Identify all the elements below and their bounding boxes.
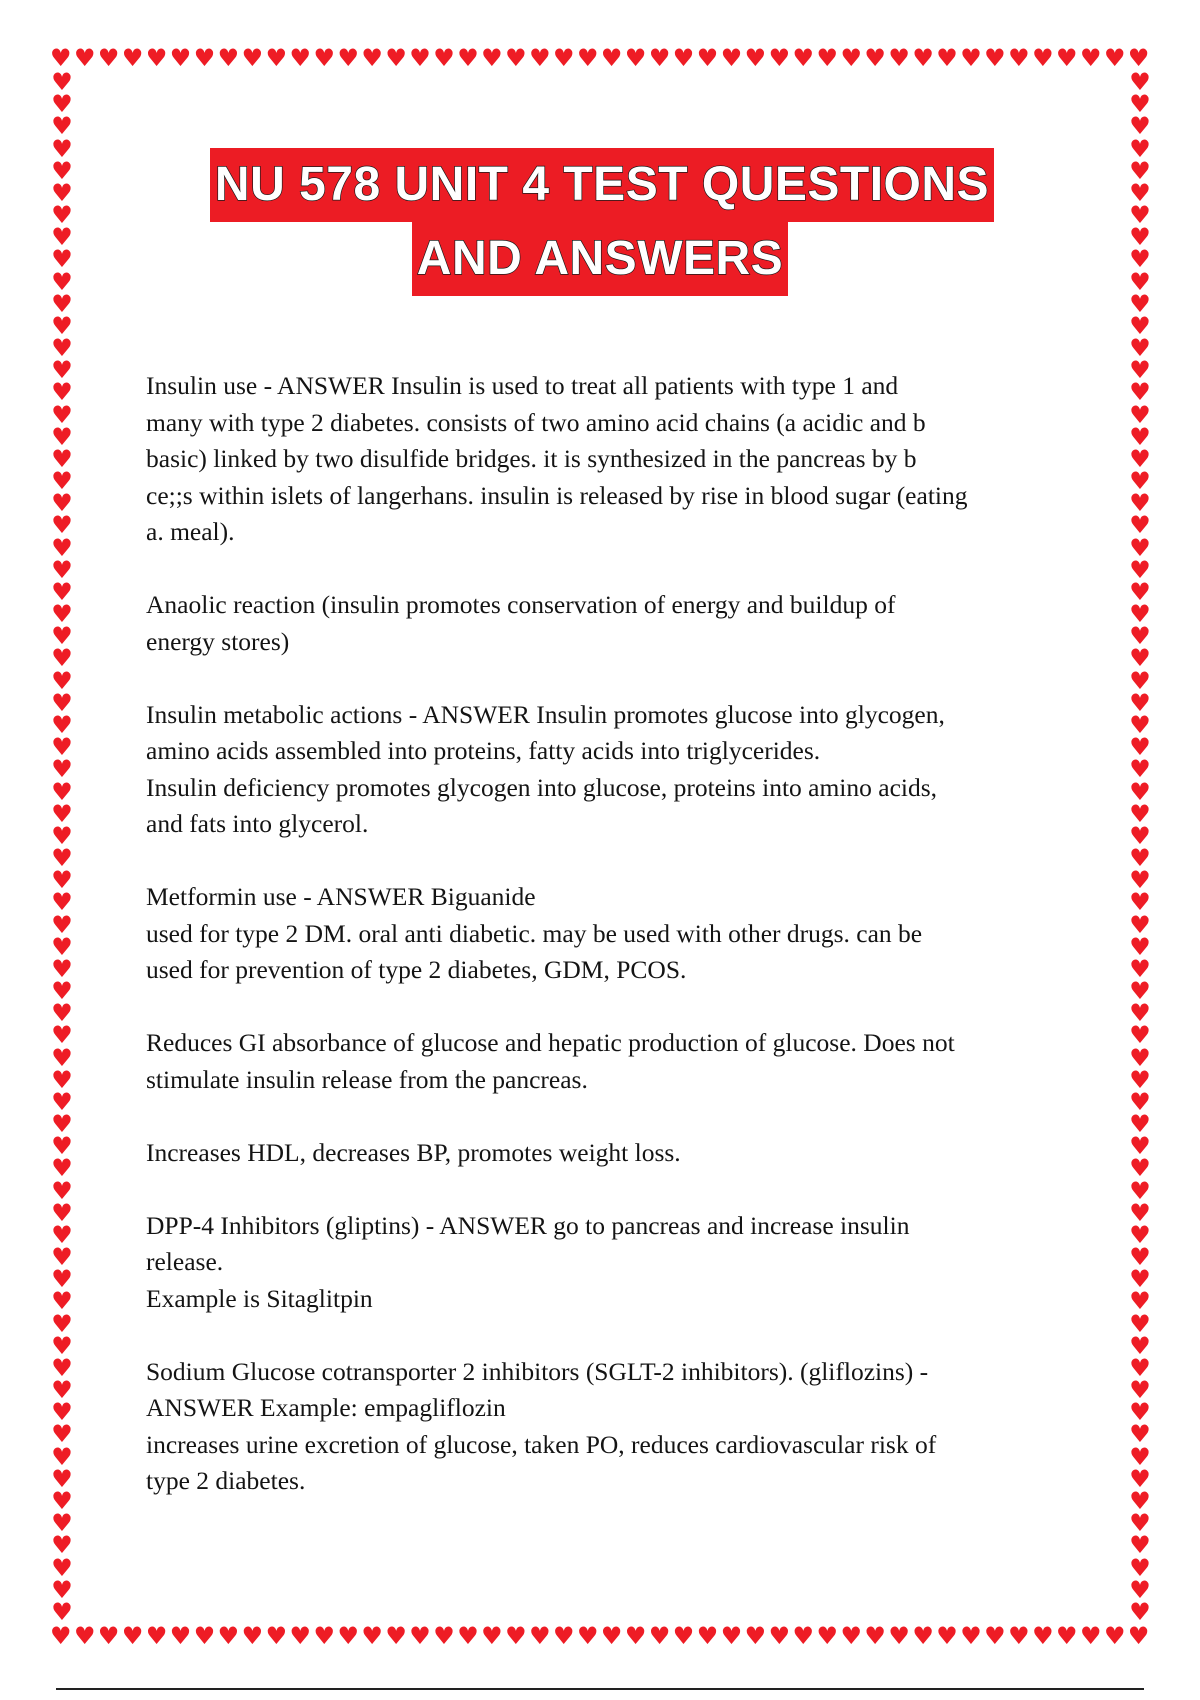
heart-icon: ♥ — [1129, 1176, 1151, 1205]
heart-icon: ♥ — [1127, 1624, 1150, 1648]
heart-icon: ♥ — [121, 46, 144, 70]
text-line: stimulate insulin release from the pancreas. — [146, 1064, 588, 1094]
heart-icon: ♥ — [840, 1624, 862, 1648]
heart-icon: ♥ — [51, 1154, 73, 1183]
heart-icon: ♥ — [1129, 666, 1151, 695]
heart-icon: ♥ — [1129, 72, 1151, 96]
heart-icon: ♥ — [984, 1624, 1006, 1648]
heart-icon: ♥ — [1129, 289, 1151, 318]
heart-icon: ♥ — [51, 910, 73, 939]
heart-icon: ♥ — [1129, 1087, 1151, 1116]
heart-icon: ♥ — [51, 777, 73, 806]
heart-icon: ♥ — [1129, 1487, 1151, 1515]
heart-icon: ♥ — [51, 1553, 73, 1582]
heart-icon: ♥ — [433, 1624, 455, 1648]
heart-icon: ♥ — [816, 46, 839, 70]
text-line: Insulin metabolic actions - ANSWER Insulin promotes glucose into glycogen, — [146, 699, 945, 729]
text-line: release. — [146, 1247, 224, 1276]
heart-icon: ♥ — [1129, 223, 1151, 252]
heart-icon: ♥ — [1129, 1132, 1151, 1161]
heart-icon: ♥ — [864, 1624, 886, 1648]
heart-icon: ♥ — [51, 1353, 73, 1382]
heart-icon: ♥ — [1129, 977, 1151, 1006]
heart-icon: ♥ — [1129, 1597, 1151, 1622]
heart-icon: ♥ — [51, 932, 73, 961]
heart-icon: ♥ — [1056, 1624, 1078, 1648]
heart-icon: ♥ — [1129, 334, 1151, 363]
heart-icon: ♥ — [51, 555, 73, 584]
heart-icon: ♥ — [97, 1624, 120, 1648]
qa-paragraph — [146, 587, 1066, 660]
heart-icon: ♥ — [1129, 1509, 1151, 1538]
heart-icon: ♥ — [888, 1624, 910, 1648]
heart-icon: ♥ — [51, 1176, 73, 1205]
heart-icon: ♥ — [1129, 1376, 1151, 1405]
heart-icon: ♥ — [1129, 356, 1151, 385]
heart-icon: ♥ — [217, 46, 240, 70]
heart-icon: ♥ — [51, 1265, 73, 1294]
heart-icon: ♥ — [1129, 156, 1151, 185]
heart-icon: ♥ — [1129, 1198, 1151, 1227]
heart-icon: ♥ — [50, 1624, 72, 1648]
heart-icon: ♥ — [73, 46, 96, 70]
heart-icon: ♥ — [169, 1624, 192, 1648]
heart-icon: ♥ — [51, 622, 73, 651]
heart-icon: ♥ — [1032, 46, 1054, 70]
heart-icon: ♥ — [576, 46, 599, 70]
heart-icon: ♥ — [672, 46, 695, 70]
heart-icon: ♥ — [481, 1624, 503, 1648]
text-line: amino acids assembled into proteins, fatty acids into triglycerides. — [146, 736, 821, 765]
heart-icon: ♥ — [193, 46, 216, 70]
heart-icon: ♥ — [1129, 201, 1151, 230]
heart-icon: ♥ — [720, 1624, 743, 1648]
heart-icon: ♥ — [1129, 600, 1151, 629]
title-line-1: NU 578 UNIT 4 TEST QUESTIONS — [210, 148, 994, 222]
heart-icon: ♥ — [529, 46, 551, 70]
heart-icon: ♥ — [1129, 1353, 1151, 1382]
heart-icon: ♥ — [1129, 245, 1151, 274]
heart-icon: ♥ — [960, 1624, 982, 1648]
heart-icon: ♥ — [51, 866, 73, 895]
heart-icon: ♥ — [792, 1624, 815, 1648]
heart-icon: ♥ — [1129, 577, 1151, 606]
qa-paragraph — [146, 1135, 1066, 1172]
heart-icon: ♥ — [1129, 178, 1151, 207]
heart-icon: ♥ — [696, 1624, 719, 1648]
heart-icon: ♥ — [51, 156, 73, 185]
heart-icon: ♥ — [145, 1624, 168, 1648]
heart-icon: ♥ — [51, 577, 73, 606]
heart-icon: ♥ — [984, 46, 1006, 70]
qa-paragraph — [146, 1354, 1066, 1500]
heart-icon: ♥ — [51, 467, 73, 496]
heart-icon: ♥ — [337, 1624, 359, 1648]
heart-icon: ♥ — [289, 46, 312, 70]
heart-icon: ♥ — [409, 1624, 431, 1648]
heart-icon: ♥ — [51, 1575, 73, 1604]
heart-icon: ♥ — [409, 46, 431, 70]
heart-icon: ♥ — [768, 1624, 791, 1648]
heart-icon: ♥ — [169, 46, 192, 70]
heart-icon: ♥ — [1008, 1624, 1030, 1648]
heart-icon: ♥ — [51, 1331, 73, 1360]
heart-icon: ♥ — [912, 46, 934, 70]
heart-icon: ♥ — [51, 1309, 73, 1338]
heart-icon: ♥ — [241, 1624, 264, 1648]
heart-icon: ♥ — [960, 46, 982, 70]
heart-icon: ♥ — [1129, 378, 1151, 407]
heart-icon: ♥ — [1129, 1309, 1151, 1338]
heart-icon: ♥ — [51, 999, 73, 1028]
text-line: ANSWER Example: empagliflozin — [146, 1393, 506, 1422]
heart-icon: ♥ — [1129, 1553, 1151, 1582]
heart-icon: ♥ — [624, 46, 647, 70]
heart-icon: ♥ — [1032, 1624, 1054, 1648]
heart-icon: ♥ — [385, 46, 407, 70]
heart-icon: ♥ — [457, 1624, 479, 1648]
heart-icon: ♥ — [51, 755, 73, 784]
text-line: Increases HDL, decreases BP, promotes weight loss. — [146, 1137, 681, 1167]
text-line: increases urine excretion of glucose, taken PO, reduces cardiovascular risk of — [146, 1429, 937, 1459]
heart-icon: ♥ — [1129, 422, 1151, 451]
heart-icon: ♥ — [51, 1110, 73, 1139]
heart-icon: ♥ — [864, 46, 886, 70]
text-line: Sodium Glucose cotransporter 2 inhibitors (SGLT-2 inhibitors). (gliflozins) - — [146, 1356, 929, 1386]
heart-icon: ♥ — [51, 888, 73, 917]
qa-paragraph — [146, 697, 1066, 843]
heart-icon: ♥ — [193, 1624, 216, 1648]
heart-icon: ♥ — [1008, 46, 1030, 70]
heart-icon: ♥ — [1056, 46, 1078, 70]
text-line: ce;;s within islets of langerhans. insulin is released by rise in blood sugar (eating — [146, 480, 968, 510]
heart-icon: ♥ — [792, 46, 815, 70]
heart-icon: ♥ — [313, 1624, 335, 1648]
heart-icon: ♥ — [1103, 1624, 1126, 1648]
heart-icon: ♥ — [51, 1420, 73, 1449]
heart-icon: ♥ — [51, 489, 73, 518]
heart-icon: ♥ — [1127, 46, 1150, 70]
heart-icon: ♥ — [1129, 1331, 1151, 1360]
heart-icon: ♥ — [217, 1624, 240, 1648]
heart-icon: ♥ — [1129, 444, 1151, 473]
heart-icon: ♥ — [912, 1624, 934, 1648]
heart-icon: ♥ — [51, 134, 73, 163]
title-line-2: AND ANSWERS — [412, 222, 788, 296]
heart-icon: ♥ — [121, 1624, 144, 1648]
heart-icon: ♥ — [51, 334, 73, 363]
heart-icon: ♥ — [1129, 644, 1151, 673]
text-line: used for prevention of type 2 diabetes, GDM, PCOS. — [146, 955, 687, 984]
heart-icon: ♥ — [51, 1287, 73, 1316]
heart-border-bottom — [50, 1624, 1150, 1648]
heart-icon: ♥ — [553, 1624, 575, 1648]
heart-icon: ♥ — [51, 267, 73, 296]
heart-icon: ♥ — [51, 444, 73, 473]
heart-icon: ♥ — [51, 1464, 73, 1493]
heart-icon: ♥ — [337, 46, 359, 70]
heart-icon: ♥ — [289, 1624, 312, 1648]
heart-icon: ♥ — [1129, 622, 1151, 651]
heart-icon: ♥ — [1129, 511, 1151, 540]
heart-icon: ♥ — [1079, 46, 1102, 70]
heart-icon: ♥ — [672, 1624, 695, 1648]
heart-icon: ♥ — [696, 46, 719, 70]
heart-icon: ♥ — [1129, 400, 1151, 429]
qa-paragraph — [146, 1208, 1066, 1318]
heart-icon: ♥ — [51, 1198, 73, 1227]
text-line: many with type 2 diabetes. consists of two amino acid chains (a acidic and b — [146, 407, 926, 437]
heart-icon: ♥ — [51, 977, 73, 1006]
heart-icon: ♥ — [51, 799, 73, 828]
heart-icon: ♥ — [1129, 1043, 1151, 1072]
heart-icon: ♥ — [265, 46, 288, 70]
text-line: Reduces GI absorbance of glucose and hepatic production of glucose. Does not — [146, 1028, 955, 1057]
heart-icon: ♥ — [51, 1043, 73, 1072]
heart-icon: ♥ — [51, 245, 73, 274]
heart-icon: ♥ — [51, 844, 73, 873]
heart-icon: ♥ — [51, 1065, 73, 1094]
heart-icon: ♥ — [51, 1132, 73, 1161]
heart-border-right — [1128, 72, 1152, 1622]
heart-icon: ♥ — [51, 178, 73, 207]
heart-icon: ♥ — [51, 1398, 73, 1427]
heart-icon: ♥ — [1129, 267, 1151, 296]
heart-icon: ♥ — [1129, 112, 1151, 141]
heart-icon: ♥ — [888, 46, 910, 70]
text-line: Metformin use - ANSWER Biguanide — [146, 882, 536, 911]
heart-icon: ♥ — [51, 533, 73, 562]
heart-icon: ♥ — [1129, 710, 1151, 739]
heart-icon: ♥ — [51, 1243, 73, 1272]
heart-icon: ♥ — [50, 46, 72, 70]
heart-icon: ♥ — [51, 1597, 73, 1622]
heart-icon: ♥ — [1129, 1398, 1151, 1427]
heart-icon: ♥ — [51, 289, 73, 318]
heart-icon: ♥ — [481, 46, 503, 70]
heart-icon: ♥ — [1129, 932, 1151, 961]
heart-icon: ♥ — [1129, 467, 1151, 496]
heart-icon: ♥ — [1129, 777, 1151, 806]
heart-icon: ♥ — [51, 688, 73, 717]
heart-icon: ♥ — [433, 46, 455, 70]
heart-icon: ♥ — [1129, 90, 1151, 119]
heart-icon: ♥ — [1129, 1265, 1151, 1294]
qa-paragraph — [146, 1025, 1066, 1098]
text-line: energy stores) — [146, 626, 290, 656]
text-line: Example is Sitaglitpin — [146, 1283, 373, 1313]
heart-icon: ♥ — [51, 223, 73, 252]
text-line: Anaolic reaction (insulin promotes conservation of energy and buildup of — [146, 590, 896, 619]
heart-icon: ♥ — [1129, 866, 1151, 895]
heart-icon: ♥ — [744, 46, 767, 70]
heart-icon: ♥ — [936, 46, 958, 70]
heart-icon: ♥ — [936, 1624, 958, 1648]
heart-icon: ♥ — [648, 1624, 671, 1648]
qa-paragraph — [146, 879, 1066, 989]
heart-icon: ♥ — [1129, 1575, 1151, 1604]
heart-icon: ♥ — [1129, 533, 1151, 562]
heart-icon: ♥ — [1129, 799, 1151, 828]
heart-border-left — [50, 72, 74, 1622]
heart-icon: ♥ — [51, 954, 73, 983]
heart-icon: ♥ — [51, 1487, 73, 1515]
heart-icon: ♥ — [624, 1624, 647, 1648]
document-title — [0, 148, 1200, 296]
heart-icon: ♥ — [1129, 1021, 1151, 1050]
heart-icon: ♥ — [1129, 999, 1151, 1028]
heart-icon: ♥ — [744, 1624, 767, 1648]
heart-icon: ♥ — [1129, 1065, 1151, 1094]
heart-icon: ♥ — [1129, 733, 1151, 762]
heart-icon: ♥ — [313, 46, 335, 70]
heart-icon: ♥ — [51, 821, 73, 850]
heart-icon: ♥ — [1129, 1154, 1151, 1183]
heart-icon: ♥ — [51, 1509, 73, 1538]
heart-icon: ♥ — [648, 46, 671, 70]
heart-icon: ♥ — [51, 72, 73, 96]
heart-icon: ♥ — [1129, 1243, 1151, 1272]
heart-icon: ♥ — [505, 46, 527, 70]
heart-icon: ♥ — [1129, 888, 1151, 917]
heart-icon: ♥ — [51, 400, 73, 429]
heart-icon: ♥ — [1103, 46, 1126, 70]
text-line: and fats into glycerol. — [146, 809, 369, 838]
heart-icon: ♥ — [1129, 1442, 1151, 1471]
heart-icon: ♥ — [553, 46, 575, 70]
heart-icon: ♥ — [97, 46, 120, 70]
text-line: type 2 diabetes. — [146, 1466, 306, 1495]
text-line: Insulin deficiency promotes glycogen into glucose, proteins into amino acids, — [146, 772, 938, 802]
heart-icon: ♥ — [1129, 1464, 1151, 1493]
heart-icon: ♥ — [600, 46, 623, 70]
heart-icon: ♥ — [1129, 489, 1151, 518]
heart-icon: ♥ — [51, 112, 73, 141]
qa-paragraph — [146, 368, 1066, 551]
document-body — [146, 368, 1066, 1536]
heart-icon: ♥ — [1129, 311, 1151, 340]
heart-icon: ♥ — [51, 666, 73, 695]
text-line: Insulin use - ANSWER Insulin is used to treat all patients with type 1 and — [146, 371, 899, 400]
heart-icon: ♥ — [385, 1624, 407, 1648]
heart-icon: ♥ — [1129, 555, 1151, 584]
heart-icon: ♥ — [1129, 1110, 1151, 1139]
heart-icon: ♥ — [1129, 1420, 1151, 1449]
heart-icon: ♥ — [51, 201, 73, 230]
heart-icon: ♥ — [241, 46, 264, 70]
heart-icon: ♥ — [51, 1376, 73, 1405]
text-line: DPP-4 Inhibitors (gliptins) - ANSWER go to pancreas and increase insulin — [146, 1210, 910, 1240]
heart-icon: ♥ — [505, 1624, 527, 1648]
heart-icon: ♥ — [1129, 1287, 1151, 1316]
heart-icon: ♥ — [529, 1624, 551, 1648]
text-line: basic) linked by two disulfide bridges. it is synthesized in the pancreas by b — [146, 444, 917, 473]
heart-icon: ♥ — [51, 644, 73, 673]
heart-icon: ♥ — [576, 1624, 599, 1648]
heart-icon: ♥ — [51, 378, 73, 407]
heart-icon: ♥ — [51, 356, 73, 385]
heart-icon: ♥ — [1129, 134, 1151, 163]
heart-icon: ♥ — [361, 46, 383, 70]
heart-icon: ♥ — [51, 511, 73, 540]
heart-icon: ♥ — [51, 1220, 73, 1249]
heart-icon: ♥ — [73, 1624, 96, 1648]
heart-icon: ♥ — [1079, 1624, 1102, 1648]
heart-icon: ♥ — [51, 422, 73, 451]
heart-icon: ♥ — [51, 710, 73, 739]
heart-icon: ♥ — [51, 1021, 73, 1050]
heart-icon: ♥ — [816, 1624, 839, 1648]
heart-icon: ♥ — [1129, 688, 1151, 717]
heart-icon: ♥ — [840, 46, 862, 70]
heart-icon: ♥ — [51, 1087, 73, 1116]
heart-icon: ♥ — [720, 46, 743, 70]
page-divider — [56, 1688, 1144, 1690]
heart-icon: ♥ — [1129, 954, 1151, 983]
heart-icon: ♥ — [51, 311, 73, 340]
heart-icon: ♥ — [1129, 910, 1151, 939]
heart-border-top — [50, 46, 1150, 70]
heart-icon: ♥ — [51, 1531, 73, 1560]
heart-icon: ♥ — [1129, 844, 1151, 873]
heart-icon: ♥ — [265, 1624, 288, 1648]
heart-icon: ♥ — [361, 1624, 383, 1648]
heart-icon: ♥ — [600, 1624, 623, 1648]
heart-icon: ♥ — [51, 1442, 73, 1471]
heart-icon: ♥ — [1129, 1220, 1151, 1249]
heart-icon: ♥ — [51, 733, 73, 762]
heart-icon: ♥ — [768, 46, 791, 70]
text-line: used for type 2 DM. oral anti diabetic. may be used with other drugs. can be — [146, 918, 923, 948]
text-line: a. meal). — [146, 517, 235, 546]
heart-icon: ♥ — [457, 46, 479, 70]
heart-icon: ♥ — [51, 600, 73, 629]
heart-icon: ♥ — [51, 90, 73, 119]
heart-icon: ♥ — [145, 46, 168, 70]
heart-icon: ♥ — [1129, 1531, 1151, 1560]
heart-icon: ♥ — [1129, 755, 1151, 784]
heart-icon: ♥ — [1129, 821, 1151, 850]
